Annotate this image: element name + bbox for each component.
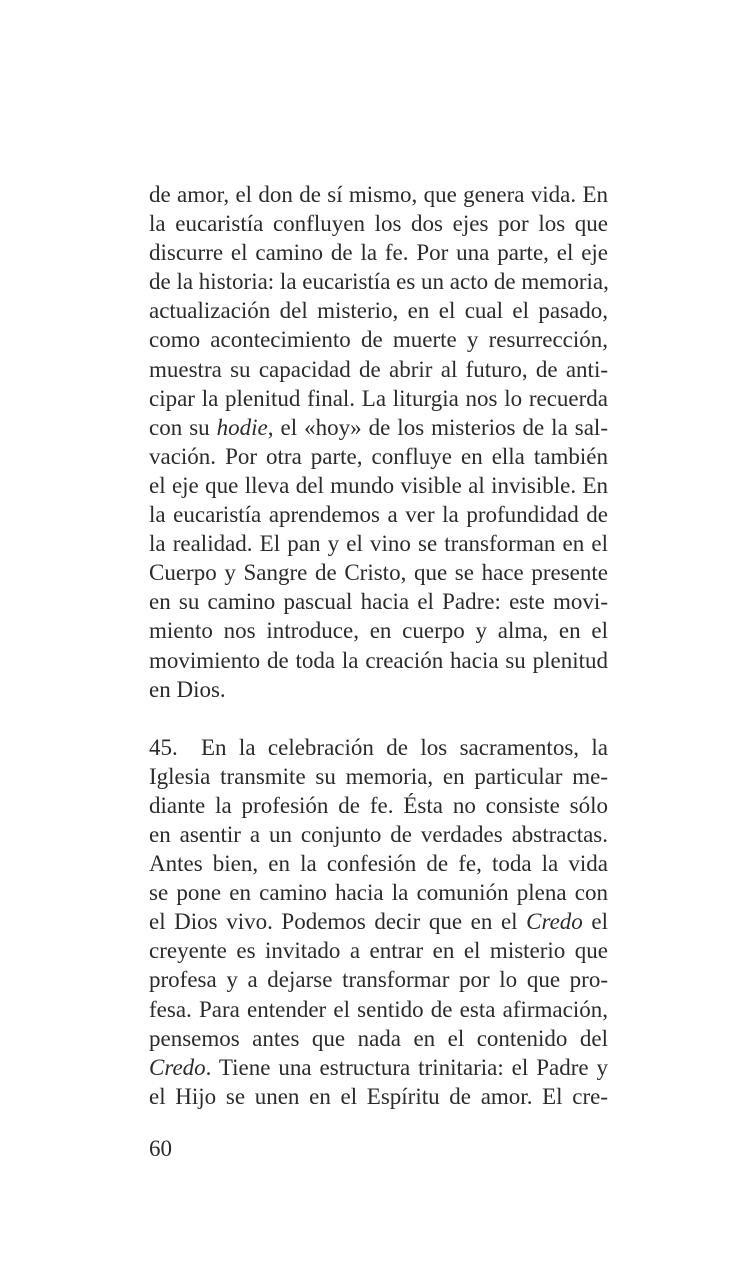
italic-word: Credo [526, 909, 583, 935]
text-line: pensemos antes que nada en el contenido del [149, 1025, 608, 1051]
text-line: Cuerpo y Sangre de Cristo, que se hace presente [149, 560, 608, 586]
text-line: la eucaristía aprendemos a ver la profundidad de [149, 502, 608, 528]
page-body [149, 180, 608, 1111]
text-line: Credo. Tiene una estructura trinitaria: el Padre y [149, 1054, 608, 1080]
text-line: miento nos introduce, en cuerpo y alma, en el [149, 618, 608, 644]
text-line: el Hijo se unen en el Espíritu de amor. El cre- [149, 1083, 608, 1109]
text-line: diante la profesión de fe. Ésta no consiste sólo [149, 792, 608, 818]
text-line: movimiento de toda la creación hacia su plenitud [149, 647, 608, 673]
italic-word: Credo [149, 1054, 206, 1080]
text-line: en asentir a un conjunto de verdades abstractas. [149, 821, 608, 847]
text-line: Iglesia transmite su memoria, en particular me- [149, 763, 608, 789]
text-line: profesa y a dejarse transformar por lo que pro- [149, 967, 608, 993]
text-line: con su hodie, el «hoy» de los misterios de la sal- [149, 414, 608, 440]
text-line: Antes bien, en la confesión de fe, toda la vida [149, 851, 608, 877]
paragraph-gap [149, 704, 608, 733]
text-line: en Dios. [149, 676, 226, 702]
text-line: como acontecimiento de muerte y resurrección, [149, 327, 608, 353]
text-line: 45. En la celebración de los sacramentos, la [149, 733, 608, 762]
text-line: en su camino pascual hacia el Padre: este movi- [149, 589, 608, 615]
text-line: creyente es invitado a entrar en el misterio que [149, 938, 608, 964]
text-line: cipar la plenitud final. La liturgia nos lo recuerda [149, 385, 608, 411]
text-line: muestra su capacidad de abrir al futuro, de anti- [149, 356, 608, 382]
text-line: actualización del misterio, en el cual el pasado, [149, 298, 608, 324]
text-line: se pone en camino hacia la comunión plena con [149, 880, 608, 906]
text-line: el eje que lleva del mundo visible al invisible. En [149, 472, 608, 498]
page-number: 60 [149, 1136, 172, 1161]
paragraph-45 [149, 733, 608, 1111]
text-line: vación. Por otra parte, confluye en ella también [149, 443, 608, 469]
text-line: discurre el camino de la fe. Por una parte, el eje [149, 240, 608, 266]
text-line: de la historia: la eucaristía es un acto de memoria, [149, 269, 609, 295]
text-line: la realidad. El pan y el vino se transforman en el [149, 531, 608, 557]
text-line: el Dios vivo. Podemos decir que en el Credo el [149, 909, 608, 935]
italic-word: hodie [216, 414, 268, 440]
text-line: de amor, el don de sí mismo, que genera vida. En [149, 182, 608, 207]
text-line: fesa. Para entender el sentido de esta afirmación, [149, 996, 608, 1022]
paragraph-number: 45. [149, 734, 178, 760]
text-line: la eucaristía confluyen los dos ejes por los que [149, 211, 608, 237]
paragraph-1 [149, 180, 608, 704]
